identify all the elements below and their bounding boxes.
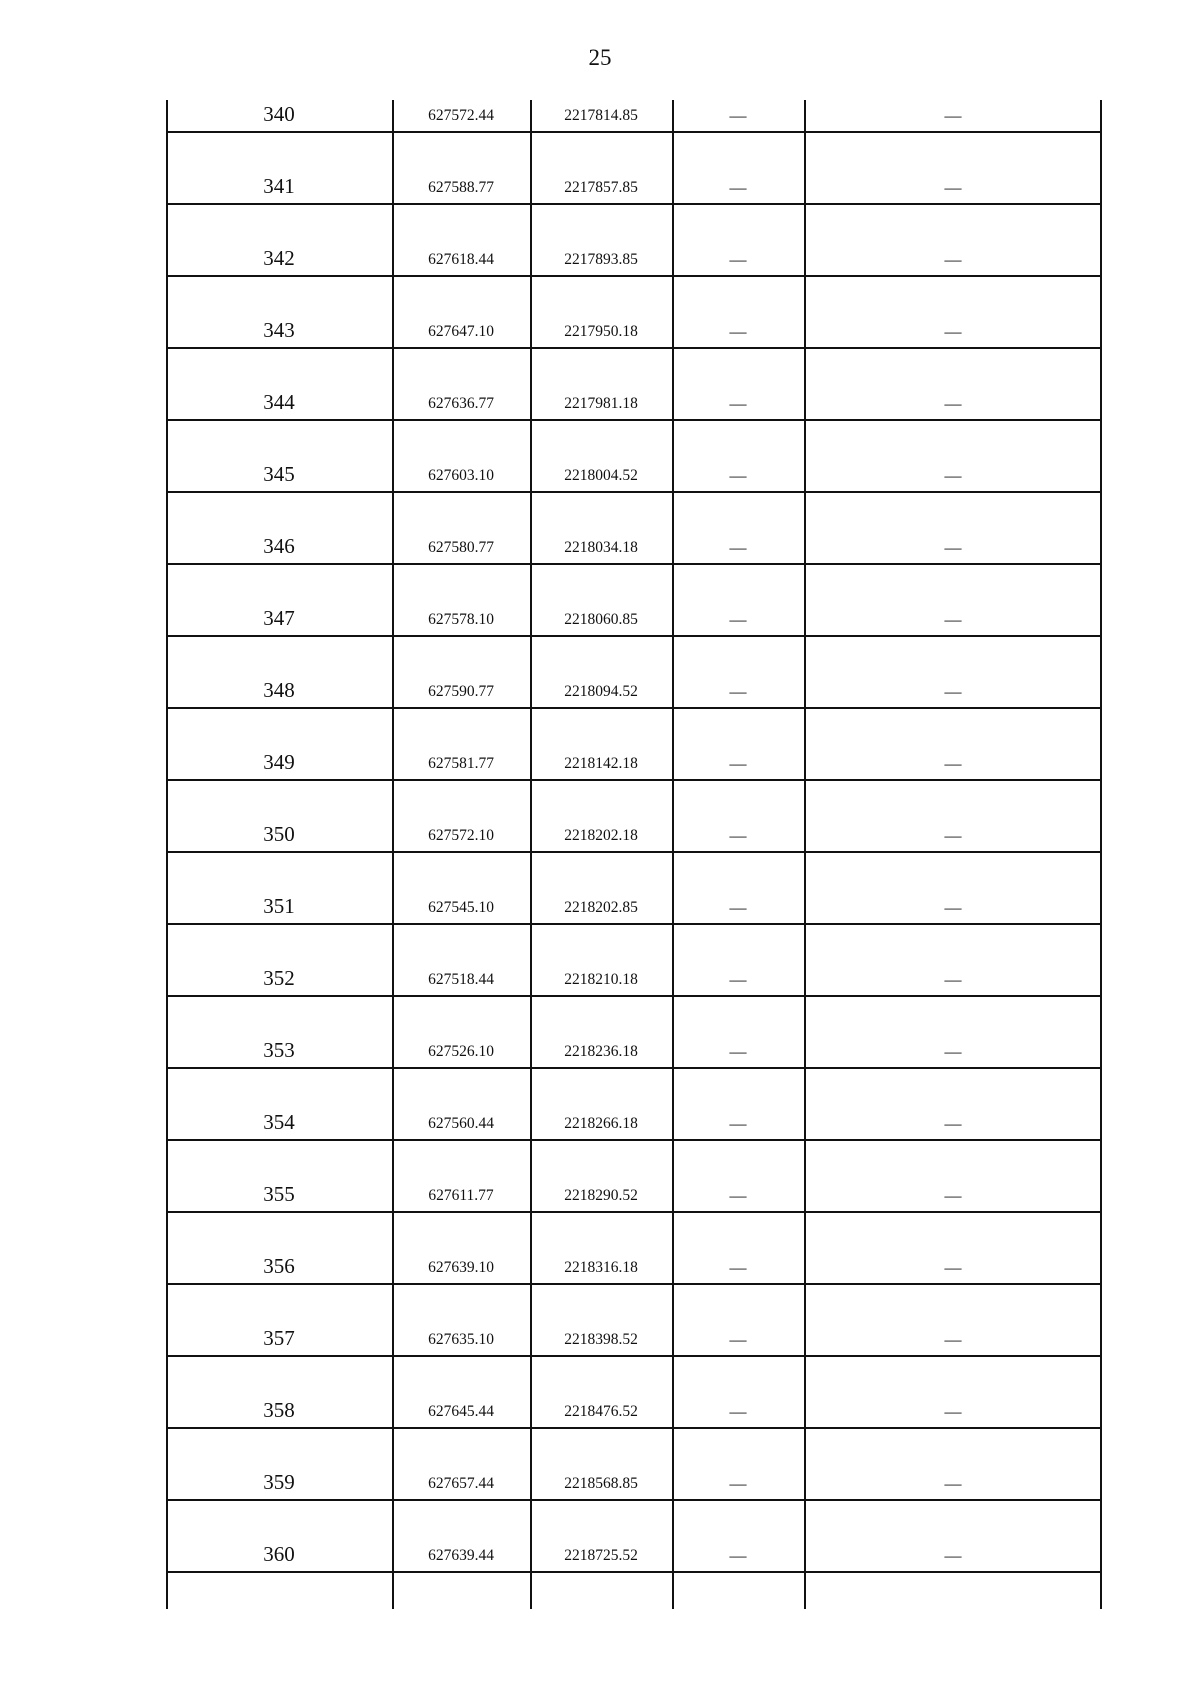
empty-value-cell: — xyxy=(729,1402,747,1421)
point-number-cell: 340 xyxy=(263,102,295,126)
empty-value-cell: — xyxy=(729,1474,747,1493)
x-coordinate-cell: 627645.44 xyxy=(428,1403,494,1420)
column-rule xyxy=(672,100,674,1609)
empty-value-cell: — xyxy=(729,1114,747,1133)
point-number-cell: 345 xyxy=(263,462,295,486)
table-row xyxy=(166,1141,1102,1213)
table-row xyxy=(166,100,1102,133)
x-coordinate-cell: 627572.44 xyxy=(428,107,494,124)
table-row xyxy=(166,205,1102,277)
point-number-cell: 349 xyxy=(263,750,295,774)
table-row xyxy=(166,493,1102,565)
empty-value-cell: — xyxy=(729,754,747,773)
table-row xyxy=(166,421,1102,493)
empty-value-cell: — xyxy=(944,106,962,125)
point-number-cell: 354 xyxy=(263,1110,295,1134)
empty-value-cell: — xyxy=(944,1258,962,1277)
x-coordinate-cell: 627588.77 xyxy=(428,179,494,196)
table-row xyxy=(166,853,1102,925)
empty-value-cell: — xyxy=(729,1042,747,1061)
empty-value-cell: — xyxy=(944,1402,962,1421)
empty-value-cell: — xyxy=(944,682,962,701)
x-coordinate-cell: 627635.10 xyxy=(428,1331,494,1348)
empty-value-cell: — xyxy=(729,1258,747,1277)
empty-value-cell: — xyxy=(729,682,747,701)
table-row xyxy=(166,1429,1102,1501)
x-coordinate-cell: 627572.10 xyxy=(428,827,494,844)
y-coordinate-cell: 2218476.52 xyxy=(564,1403,638,1420)
point-number-cell: 343 xyxy=(263,318,295,342)
empty-value-cell: — xyxy=(944,178,962,197)
point-number-cell: 356 xyxy=(263,1254,295,1278)
empty-value-cell: — xyxy=(944,466,962,485)
y-coordinate-cell: 2218568.85 xyxy=(564,1475,638,1492)
point-number-cell: 360 xyxy=(263,1542,295,1566)
x-coordinate-cell: 627618.44 xyxy=(428,251,494,268)
table-row xyxy=(166,349,1102,421)
y-coordinate-cell: 2217857.85 xyxy=(564,179,638,196)
y-coordinate-cell: 2218210.18 xyxy=(564,971,638,988)
point-number-cell: 355 xyxy=(263,1182,295,1206)
y-coordinate-cell: 2218202.18 xyxy=(564,827,638,844)
table-row xyxy=(166,1285,1102,1357)
x-coordinate-cell: 627560.44 xyxy=(428,1115,494,1132)
point-number-cell: 344 xyxy=(263,390,295,414)
empty-value-cell: — xyxy=(944,754,962,773)
empty-value-cell: — xyxy=(944,1114,962,1133)
empty-value-cell: — xyxy=(729,826,747,845)
table-row xyxy=(166,1069,1102,1141)
table-row xyxy=(166,781,1102,853)
x-coordinate-cell: 627590.77 xyxy=(428,683,494,700)
column-rule xyxy=(1100,100,1102,1609)
table-row xyxy=(166,637,1102,709)
table-row xyxy=(166,277,1102,349)
x-coordinate-cell: 627578.10 xyxy=(428,611,494,628)
table-row xyxy=(166,1213,1102,1285)
empty-value-cell: — xyxy=(944,322,962,341)
y-coordinate-cell: 2218060.85 xyxy=(564,611,638,628)
point-number-cell: 342 xyxy=(263,246,295,270)
y-coordinate-cell: 2218725.52 xyxy=(564,1547,638,1564)
empty-value-cell: — xyxy=(729,1546,747,1565)
empty-value-cell: — xyxy=(729,1330,747,1349)
empty-value-cell: — xyxy=(729,394,747,413)
table-row xyxy=(166,997,1102,1069)
x-coordinate-cell: 627545.10 xyxy=(428,899,494,916)
empty-value-cell: — xyxy=(729,610,747,629)
y-coordinate-cell: 2217893.85 xyxy=(564,251,638,268)
x-coordinate-cell: 627603.10 xyxy=(428,467,494,484)
y-coordinate-cell: 2217814.85 xyxy=(564,107,638,124)
empty-value-cell: — xyxy=(729,322,747,341)
column-rule xyxy=(804,100,806,1609)
empty-value-cell: — xyxy=(944,394,962,413)
empty-value-cell: — xyxy=(944,1474,962,1493)
column-rule xyxy=(166,100,168,1609)
y-coordinate-cell: 2218034.18 xyxy=(564,539,638,556)
empty-value-cell: — xyxy=(729,898,747,917)
y-coordinate-cell: 2218202.85 xyxy=(564,899,638,916)
x-coordinate-cell: 627639.44 xyxy=(428,1547,494,1564)
empty-value-cell: — xyxy=(944,538,962,557)
point-number-cell: 347 xyxy=(263,606,295,630)
empty-value-cell: — xyxy=(944,250,962,269)
point-number-cell: 346 xyxy=(263,534,295,558)
empty-value-cell: — xyxy=(729,466,747,485)
x-coordinate-cell: 627580.77 xyxy=(428,539,494,556)
page-number: 25 xyxy=(588,45,612,70)
x-coordinate-cell: 627639.10 xyxy=(428,1259,494,1276)
x-coordinate-cell: 627611.77 xyxy=(428,1187,494,1204)
table-row xyxy=(166,1501,1102,1573)
column-rule xyxy=(392,100,394,1609)
y-coordinate-cell: 2217981.18 xyxy=(564,395,638,412)
y-coordinate-cell: 2218316.18 xyxy=(564,1259,638,1276)
point-number-cell: 359 xyxy=(263,1470,295,1494)
x-coordinate-cell: 627581.77 xyxy=(428,755,494,772)
x-coordinate-cell: 627518.44 xyxy=(428,971,494,988)
point-number-cell: 341 xyxy=(263,174,295,198)
point-number-cell: 353 xyxy=(263,1038,295,1062)
y-coordinate-cell: 2218004.52 xyxy=(564,467,638,484)
empty-value-cell: — xyxy=(729,106,747,125)
empty-value-cell: — xyxy=(944,898,962,917)
table-row xyxy=(166,1357,1102,1429)
empty-value-cell: — xyxy=(944,1546,962,1565)
empty-value-cell: — xyxy=(944,1330,962,1349)
table-row xyxy=(166,565,1102,637)
y-coordinate-cell: 2218142.18 xyxy=(564,755,638,772)
y-coordinate-cell: 2218398.52 xyxy=(564,1331,638,1348)
empty-value-cell: — xyxy=(944,1042,962,1061)
empty-value-cell: — xyxy=(729,538,747,557)
table-row xyxy=(166,709,1102,781)
point-number-cell: 357 xyxy=(263,1326,295,1350)
coordinate-table xyxy=(166,100,1102,1609)
x-coordinate-cell: 627526.10 xyxy=(428,1043,494,1060)
empty-value-cell: — xyxy=(944,610,962,629)
x-coordinate-cell: 627636.77 xyxy=(428,395,494,412)
empty-value-cell: — xyxy=(944,1186,962,1205)
empty-value-cell: — xyxy=(729,178,747,197)
empty-value-cell: — xyxy=(944,826,962,845)
column-rule xyxy=(530,100,532,1609)
point-number-cell: 358 xyxy=(263,1398,295,1422)
x-coordinate-cell: 627657.44 xyxy=(428,1475,494,1492)
empty-value-cell: — xyxy=(729,1186,747,1205)
point-number-cell: 348 xyxy=(263,678,295,702)
table-row xyxy=(166,133,1102,205)
table-row xyxy=(166,925,1102,997)
y-coordinate-cell: 2217950.18 xyxy=(564,323,638,340)
point-number-cell: 352 xyxy=(263,966,295,990)
point-number-cell: 351 xyxy=(263,894,295,918)
empty-value-cell: — xyxy=(729,970,747,989)
y-coordinate-cell: 2218236.18 xyxy=(564,1043,638,1060)
x-coordinate-cell: 627647.10 xyxy=(428,323,494,340)
empty-value-cell: — xyxy=(944,970,962,989)
y-coordinate-cell: 2218094.52 xyxy=(564,683,638,700)
y-coordinate-cell: 2218266.18 xyxy=(564,1115,638,1132)
empty-value-cell: — xyxy=(729,250,747,269)
y-coordinate-cell: 2218290.52 xyxy=(564,1187,638,1204)
point-number-cell: 350 xyxy=(263,822,295,846)
